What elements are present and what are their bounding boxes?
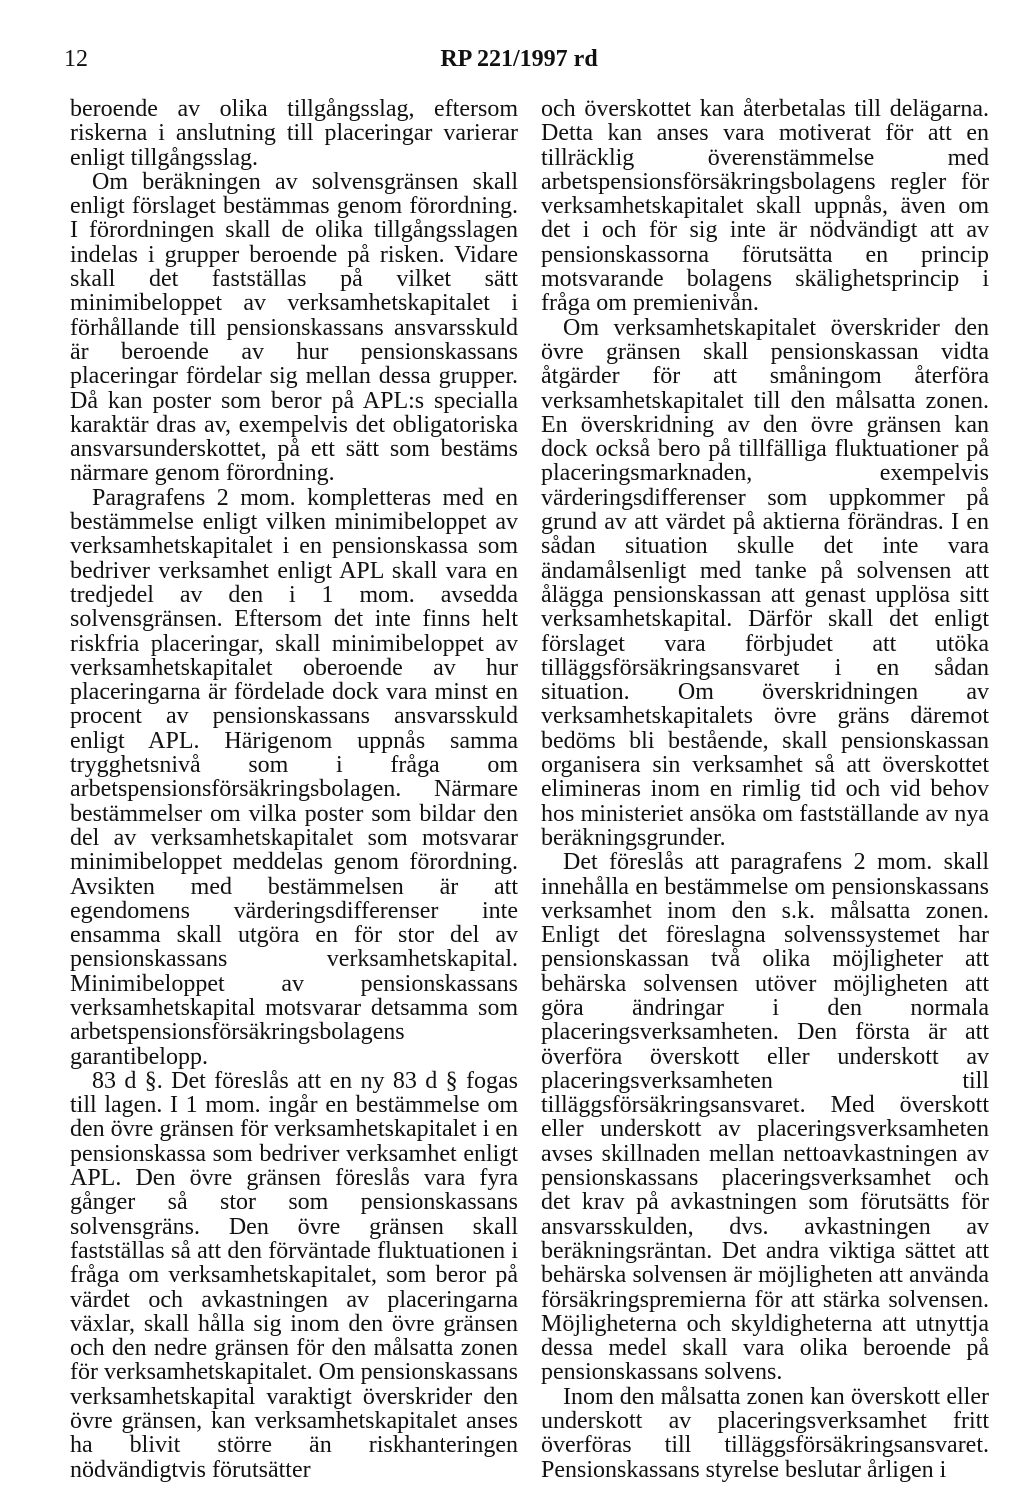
right-paragraph-4: Inom den målsatta zonen kan överskott eller underskott av placeringsverksamhet fritt överföras till tilläggsförsäkringsansvaret. Pensionskassans styrelse beslutar årligen i (541, 1383, 989, 1483)
page-number: 12 (64, 46, 88, 72)
right-paragraph-1: och överskottet kan återbetalas till delägarna. Detta kan anses vara motiverat för att en tillräcklig överenstämmelse med arbetspensionsförsäkringsbolagens regler för verksamhetskapitalet skall uppnås, även om det i och för sig inte är nödvändigt att av pensionskassorna förutsätta en princip motsvarande bolagens skälighetsprincip i fråga om premienivån. (541, 96, 989, 317)
left-paragraph-1: beroende av olika tillgångsslag, eftersom riskerna i anslutning till placeringar varierar enligt tillgångsslag. (70, 96, 518, 171)
left-paragraph-3: Paragrafens 2 mom. kompletteras med en bestämmelse enligt vilken minimibeloppet av verksamhetskapitalet i en pensionskassa som bedriver verksamhet enligt APL skall vara en tredjedel av den i 1 mom. avsedda solvensgränsen. Eftersom det inte finns helt riskfria placeringar, skall minimibeloppet av verksamhetskapitalet oberoende av hur placeringarna är fördelade dock vara minst en procent av pensionskassans ansvarsskuld enligt APL. Härigenom uppnås samma trygghetsnivå som i fråga om arbetspensionsförsäkringsbolagen. Närmare bestämmelser om vilka poster som bildar den del av verksamhetskapitalet som motsvarar minimibeloppet meddelas genom förordning. Avsikten med bestämmelsen är att egendomens värderingsdifferenser inte ensamma skall utgöra en för stor del av pensionskassans verksamhetskapital. Minimibeloppet av pensionskassans verksamhetskapital motsvarar detsamma som arbetspensionsförsäkringsbolagens garantibelopp. (70, 484, 518, 1070)
document-reference: RP 221/1997 rd (440, 46, 598, 72)
left-column (70, 97, 518, 1482)
right-paragraph-2: Om verksamhetskapitalet överskrider den övre gränsen skall pensionskassan vidta åtgärder för att småningom återföra verksamhetskapitalet till den målsatta zonen. En överskridning av den övre gränsen kan dock också bero på tillfälliga fluktuationer på placeringsmarknaden, exempelvis värderingsdifferenser som uppkommer på grund av att värdet på aktierna förändras. I en sådan situation skulle det inte vara ändamålsenligt med tanke på solvensen att ålägga pensionskassan att genast upplösa sitt verksamhetskapital. Därför skall det enligt förslaget vara förbjudet att utöka tilläggsförsäkringsansvaret i en sådan situation. Om överskridningen av verksamhetskapitalets övre gräns däremot bedöms bli bestående, skall pensionskassan organisera sin verksamhet så att överskottet elimineras inom en rimlig tid och vid behov hos ministeriet ansöka om fastställande av nya beräkningsgrunder. (541, 314, 989, 851)
page-header (64, 44, 974, 80)
right-paragraph-3: Det föreslås att paragrafens 2 mom. skall innehålla en bestämmelse om pensionskassans verksamhet inom den s.k. målsatta zonen. Enligt det föreslagna solvenssystemet har pensionskassan två olika möjligheter att behärska solvensen utöver möjligheten att göra ändringar i den normala placeringsverksamheten. Den första är att överföra överskott eller underskott av placeringsverksamheten till tilläggsförsäkringsansvaret. Med överskott eller underskott av placeringsverksamheten avses skillnaden mellan nettoavkastningen av pensionskassans placeringsverksamhet och det krav på avkastningen som förutsätts för ansvarsskulden, dvs. avkastningen av beräkningsräntan. Det andra viktiga sättet att behärska solvensen är möjligheten att använda försäkringspremierna för att stärka solvensen. Möjligheterna och skyldigheterna att utnyttja dessa medel skall vara olika beroende på pensionskassans solvens. (541, 849, 989, 1386)
left-paragraph-2: Om beräkningen av solvensgränsen skall enligt förslaget bestämmas genom förordning. I förordningen skall de olika tillgångsslagen indelas i grupper beroende på risken. Vidare skall det fastställas på vilket sätt minimibeloppet av verksamhetskapitalet i förhållande till pensionskassans ansvarsskuld är beroende av hur pensionskassans placeringar fördelar sig mellan dessa grupper. Då kan poster som beror på APL:s specialla karaktär dras av, exempelvis det obligatoriska ansvarsunderskottet, på ett sätt som bestäms närmare genom förordning. (70, 168, 518, 487)
right-column (541, 97, 989, 1482)
left-paragraph-4: 83 d §. Det föreslås att en ny 83 d § fogas till lagen. I 1 mom. ingår en bestämmelse om den övre gränsen för verksamhetskapitalet i en pensionskassa som bedriver verksamhet enligt APL. Den övre gränsen föreslås vara fyra gånger så stor som pensionskassans solvensgräns. Den övre gränsen skall fastställas så att den förväntade fluktuationen i fråga om verksamhetskapitalet, som beror på värdet och avkastningen av placeringarna växlar, skall hålla sig inom den övre gränsen och den nedre gränsen för den målsatta zonen för verksamhetskapitalet. Om pensionskassans verksamhetskapital varaktigt överskrider den övre gränsen, kan verksamhetskapitalet anses ha blivit större än riskhanteringen nödvändigtvis förutsätter (70, 1067, 518, 1483)
